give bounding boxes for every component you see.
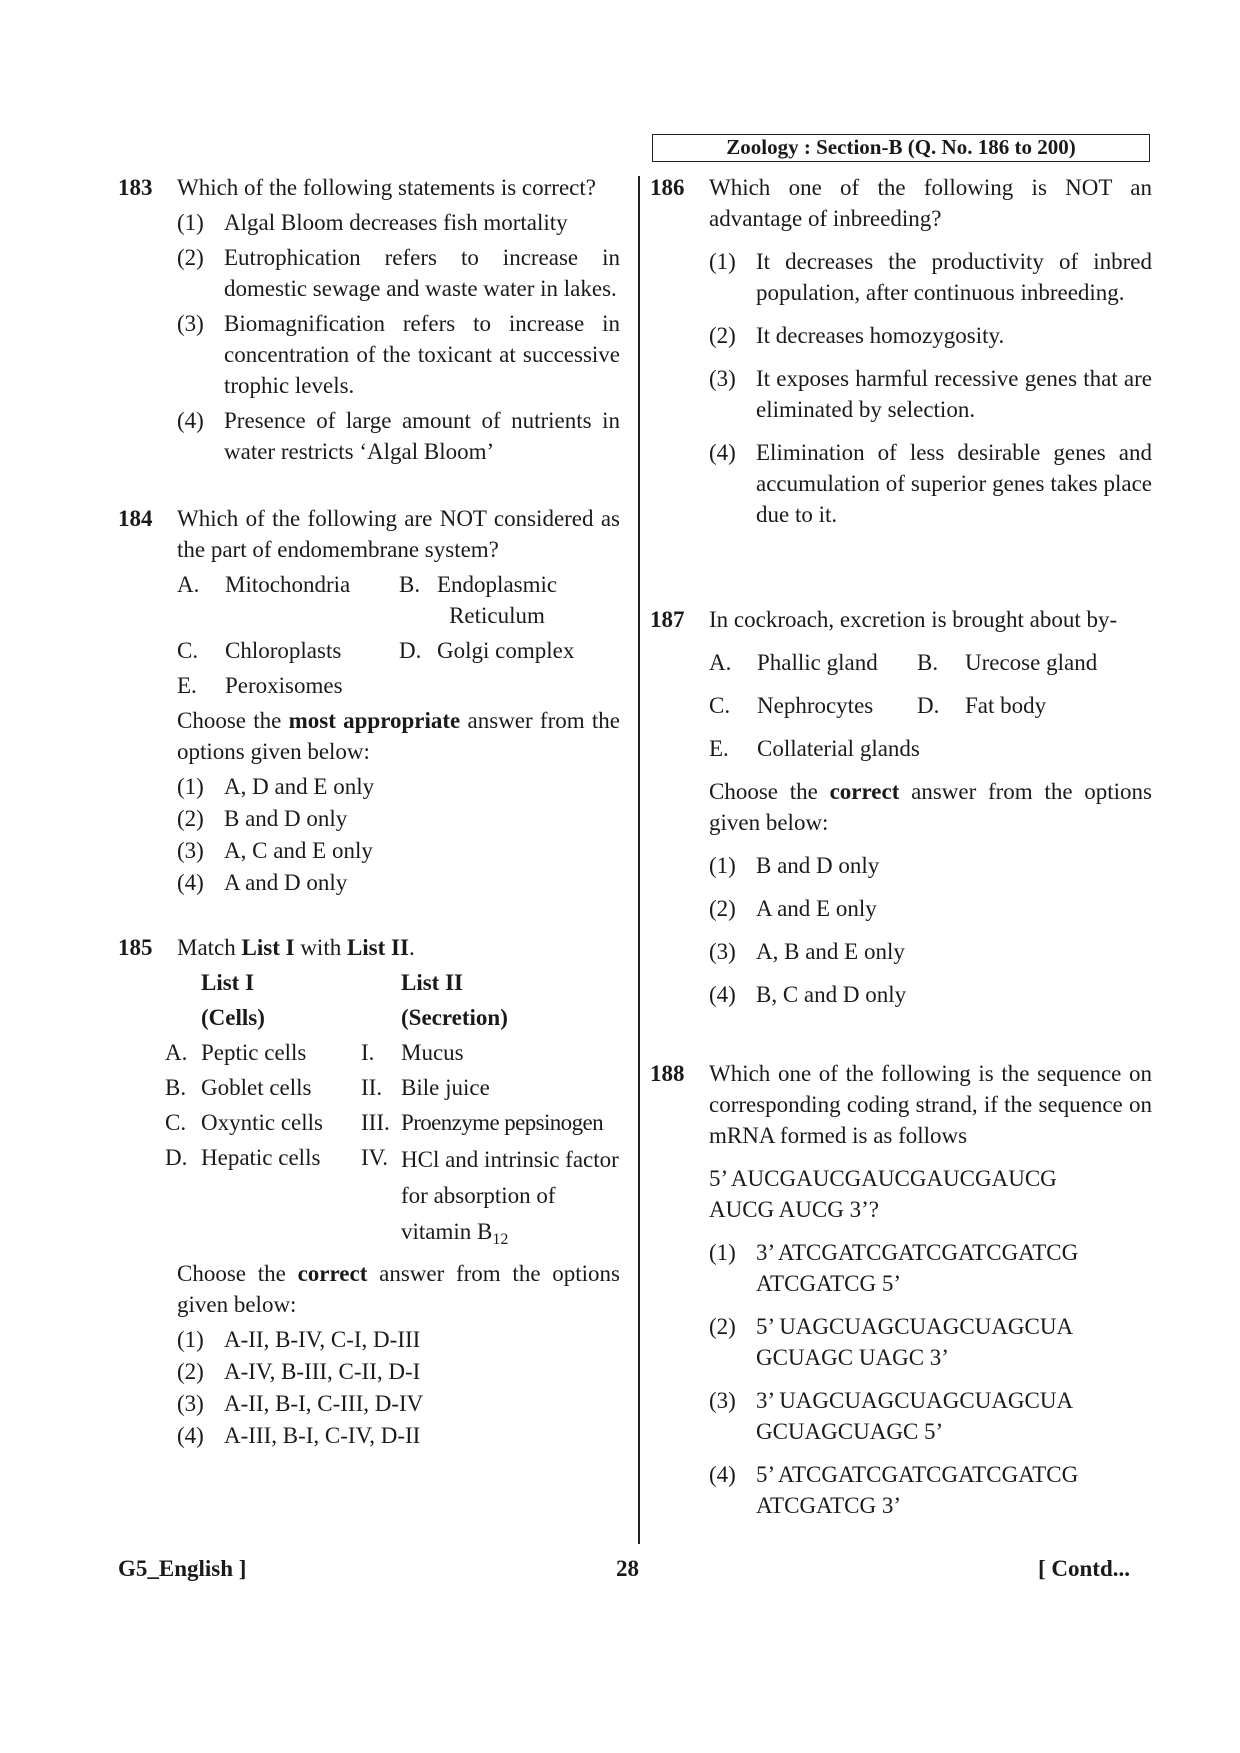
option-text: B, C and D only [756,982,907,1007]
option [177,803,620,834]
secretion: Mucus [401,1040,464,1065]
question-stem [177,932,620,963]
secretion: Proenzyme pepsinogen [401,1110,603,1135]
sequence-line: 5’ AUCGAUCGAUCGAUCGAUCG [709,1166,1057,1191]
option-number: (2) [709,896,736,921]
section-header: Zoology : Section-B (Q. No. 186 to 200) [652,134,1150,162]
option [709,320,1152,351]
option-text: A-III, B-I, C-IV, D-II [224,1423,421,1448]
choose-emphasis: correct [829,779,900,804]
option [177,1324,620,1355]
option-number: (1) [709,853,736,878]
choose-instruction [177,1258,620,1320]
option-number: (1) [709,249,736,274]
row-letter: A. [165,1040,188,1065]
stem-list-2: List II [346,935,409,960]
question-183 [118,172,620,467]
option-text: Elimination of less desirable genes and accumulation of superior genes takes place due to it. [756,440,1152,527]
option-number: (1) [177,210,204,235]
choose-pre: Choose the [177,1261,298,1286]
choose-instruction [177,705,620,767]
question-stem: Which of the following are NOT considered as the part of endomembrane system? [177,506,620,562]
item-letter: D. [399,638,422,663]
choose-post: answer from the options given below: [709,779,1152,835]
mrna-sequence [709,1163,1152,1225]
row-letter: D. [165,1145,188,1170]
item-letter: B. [917,650,939,675]
option [709,1459,1152,1521]
option-text: B and D only [224,806,348,831]
stem-mid: with [294,935,347,960]
choose-emphasis: correct [297,1261,368,1286]
choose-instruction [709,776,1152,838]
choose-pre: Choose the [709,779,830,804]
option-text: It exposes harmful recessive genes that are eliminated by selection. [756,366,1152,422]
stem-pre: Match [177,935,242,960]
option-number: (4) [709,1462,736,1487]
item-letter: C. [709,693,731,718]
option-text: A-II, B-IV, C-I, D-III [224,1327,421,1352]
option-text: Algal Bloom decreases fish mortality [224,210,568,235]
question-number: 184 [118,506,153,531]
option-number: (3) [177,838,204,863]
item-text: Mitochondria [225,572,351,597]
option [709,979,1152,1010]
option-number: (4) [177,870,204,895]
option-line: 3’ ATCGATCGATCGATCGATCG [756,1240,1079,1265]
option-text: A, D and E only [224,774,375,799]
option [177,242,620,304]
row-roman: IV. [361,1145,389,1170]
option [177,405,620,467]
item-letter: A. [177,572,200,597]
option-number: (3) [177,311,204,336]
item-text: Nephrocytes [757,693,874,718]
option [177,771,620,802]
question-stem: Which of the following statements is correct? [177,175,596,200]
items-list [709,647,1152,678]
page-number: 28 [616,1556,639,1581]
item-text: Collaterial glands [757,736,920,761]
row-roman: III. [361,1110,390,1135]
choose-emphasis: most appropriate [288,708,461,733]
option-text: B and D only [756,853,880,878]
question-number: 187 [650,607,685,632]
option-line: 5’ UAGCUAGCUAGCUAGCUA [756,1314,1074,1339]
option [177,1388,620,1419]
option-number: (2) [177,1359,204,1384]
cell-name: Peptic cells [201,1040,307,1065]
items-list [177,635,620,666]
row-letter: B. [165,1075,187,1100]
option [177,207,620,238]
option-line: ATCGATCG 3’ [756,1493,902,1518]
question-187 [650,604,1152,1010]
item-text: Chloroplasts [225,638,342,663]
column-divider [638,176,640,1544]
option-line: GCUAGC UAGC 3’ [756,1345,949,1370]
option-line: 5’ ATCGATCGATCGATCGATCG [756,1462,1079,1487]
left-column [118,172,620,1451]
option-number: (2) [709,1314,736,1339]
list2-header: List II [401,970,463,995]
item-letter: E. [177,673,197,698]
subscript: 12 [492,1231,509,1248]
row-roman: I. [361,1040,375,1065]
item-text: Phallic gland [757,650,878,675]
option-number: (4) [709,440,736,465]
choose-pre: Choose the [177,708,289,733]
option-number: (3) [709,939,736,964]
option-number: (2) [177,806,204,831]
option-number: (1) [709,1240,736,1265]
option [709,437,1152,530]
question-184 [118,503,620,898]
option-text: A-II, B-I, C-III, D-IV [224,1391,424,1416]
secretion-text: HCl and intrinsic factor for absorption of vitamin B [401,1147,619,1244]
option-number: (2) [177,245,204,270]
question-number: 183 [118,175,153,200]
option-number: (4) [177,1423,204,1448]
option [177,835,620,866]
option-text: It decreases the productivity of inbred population, after continuous inbreeding. [756,249,1152,305]
question-stem: Which one of the following is the sequence on corresponding coding strand, if the sequence on mRNA formed is as follows [709,1061,1152,1148]
option [177,867,620,898]
option [177,1420,620,1451]
match-table [165,967,620,1258]
question-number: 185 [118,935,153,960]
question-stem: In cockroach, excretion is brought about by- [709,607,1118,632]
option-text: A and D only [224,870,348,895]
option-line: ATCGATCG 5’ [756,1271,902,1296]
cell-name: Oxyntic cells [201,1110,323,1135]
option-text: A, B and E only [756,939,905,964]
option-number: (3) [709,366,736,391]
option [709,893,1152,924]
cell-name: Hepatic cells [201,1145,321,1170]
option-number: (4) [177,408,204,433]
option [709,1237,1152,1299]
option [709,1385,1152,1447]
item-text: Urecose gland [965,650,1098,675]
option [177,1356,620,1387]
option-text: A and E only [756,896,877,921]
option [709,850,1152,881]
question-188 [650,1058,1152,1521]
secretion [401,1142,620,1258]
item-text: Fat body [965,693,1047,718]
sequence-line: AUCG AUCG 3’? [709,1197,879,1222]
item-letter: D. [917,693,940,718]
stem-post: . [408,935,415,960]
cell-name: Goblet cells [201,1075,312,1100]
option-line: GCUAGCUAGC 5’ [756,1419,944,1444]
option [709,246,1152,308]
items-list [177,569,620,631]
stem-list-1: List I [241,935,295,960]
option-text: Biomagnification refers to increase in concentration of the toxicant at successive trophic levels. [224,311,620,398]
item-letter: B. [399,572,421,597]
choose-post: answer from the options given below: [177,708,620,764]
row-letter: C. [165,1110,187,1135]
question-number: 188 [650,1061,685,1086]
item-letter: E. [709,736,729,761]
question-185 [118,932,620,1451]
row-roman: II. [361,1075,383,1100]
option-number: (2) [709,323,736,348]
choose-post: answer from the options given below: [177,1261,620,1317]
option [709,1311,1152,1373]
item-text: Endoplasmic Reticulum [437,572,558,628]
secretion: Bile juice [401,1075,490,1100]
footer-right: [ Contd... [1038,1556,1131,1581]
option-text: Eutrophication refers to increase in domestic sewage and waste water in lakes. [224,245,620,301]
option-number: (1) [177,1327,204,1352]
list1-subheader: (Cells) [201,1005,265,1030]
question-186 [650,172,1152,530]
list1-header: List I [201,970,255,995]
question-stem: Which one of the following is NOT an advantage of inbreeding? [709,175,1152,231]
option-text: Presence of large amount of nutrients in water restricts ‘Algal Bloom’ [224,408,620,464]
option-number: (4) [709,982,736,1007]
option-number: (1) [177,774,204,799]
item-text: Peroxisomes [225,673,343,698]
option-line: 3’ UAGCUAGCUAGCUAGCUA [756,1388,1074,1413]
option-text: A, C and E only [224,838,373,863]
option [709,936,1152,967]
item-letter: C. [177,638,199,663]
right-column [650,172,1152,1521]
items-list [709,733,1152,764]
items-list [177,670,620,701]
item-letter: A. [709,650,732,675]
option [177,308,620,401]
items-list [709,690,1152,721]
option-number: (3) [709,1388,736,1413]
option [709,363,1152,425]
footer-left: G5_English ] [118,1556,247,1581]
option-text: A-IV, B-III, C-II, D-I [224,1359,421,1384]
question-number: 186 [650,175,685,200]
option-text: It decreases homozygosity. [756,323,1005,348]
item-text: Golgi complex [437,638,575,663]
option-number: (3) [177,1391,204,1416]
list2-subheader: (Secretion) [401,1005,508,1030]
